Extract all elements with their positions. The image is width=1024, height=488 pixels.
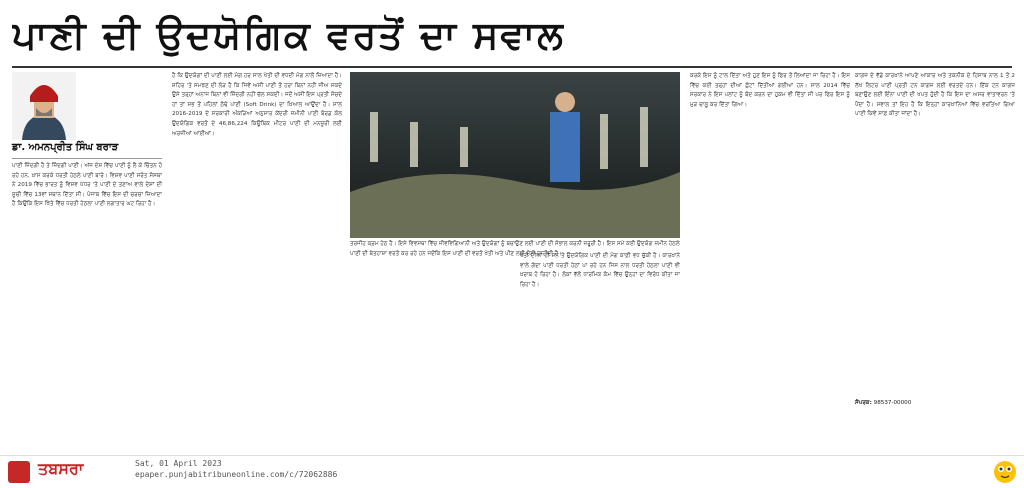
byline-rule (12, 158, 162, 159)
contact-phone: 98537-00000 (873, 400, 912, 406)
footer-brand: ਤਬਸਰਾ (38, 459, 84, 478)
article-column-2 (172, 72, 342, 142)
column-text: ਕਰਕੇ ਇਸ ਨੂੰ ਟਾਲ ਦਿੱਤਾ ਅਤੇ ਹੁਣ ਇਸ ਨੂੰ ਫਿਰ ਤੋਂ ਲਿਆਂਦਾ ਜਾ ਰਿਹਾ ਹੈ। ਇਸ ਵਿੱਚ ਕਈ ਤਰ੍ਹਾਂ ਦੀਆਂ ਛੋਟਾਂ ਦਿੱਤੀਆਂ ਗਈਆਂ ਹਨ। ਸਾਲ 2014 ਵਿੱਚ ਸਰਕਾਰ ਨੇ ਇਸ ਪਲਾਂਟ ਨੂੰ ਬੰਦ ਕਰਨ ਦਾ ਹੁਕਮ ਵੀ ਦਿੱਤਾ ਸੀ ਪਰ ਫਿਰ ਇਸ ਨੂੰ ਮੁੜ ਚਾਲੂ ਕਰ ਦਿੱਤਾ ਗਿਆ। (690, 73, 850, 108)
column-text: ਖੇਤੀ ਦੀਆਂ ਹੀ ਸਨ ਤੇ ਉਦਯੋਗਿਕ ਪਾਣੀ ਦੀ ਮੰਗ ਕਾਫ਼ੀ ਵਧ ਚੁੱਕੀ ਹੈ। ਕਾਰਖ਼ਾਨੇ ਵਾਲੇ ਗੰਦਾ ਪਾਣੀ ਧਰਤੀ ਹੇਠਾਂ ਪਾ ਰਹੇ ਹਨ ਜਿਸ ਨਾਲ ਧਰਤੀ ਹੇਠਲਾ ਪਾਣੀ ਵੀ ਖ਼ਰਾਬ ਹੋ ਰਿਹਾ ਹੈ। ਲੋਕਾਂ ਵੱਲੋਂ ਧਾਰਮਿਕ ਕੰਮ ਵਿੱਚ ਉਨ੍ਹਾਂ ਦਾ ਵਿਰੋਧ ਕੀਤਾ ਜਾ ਰਿਹਾ ਹੈ। (520, 253, 680, 288)
footer-url[interactable]: epaper.punjabitribuneonline.com/c/72062886 (135, 470, 338, 479)
contact-label: ਸੰਪਰਕ: (855, 400, 872, 406)
article-column-1 (12, 162, 162, 213)
main-photo (350, 72, 680, 238)
article-column-5 (855, 72, 1015, 123)
header-rule (12, 66, 1012, 68)
column-text: ਪਾਣੀ ਜ਼ਿੰਦਗੀ ਹੈ ਤੇ ਜ਼ਿੰਦਗੀ ਪਾਣੀ। ਅੱਜ ਦੇਸ਼ ਵਿੱਚ ਪਾਣੀ ਨੂੰ ਲੈ ਕੇ ਚਿੰਤਨ ਹੋ ਰਹੇ ਹਨ, ਖ਼ਾਸ ਕਰਕੇ ਧਰਤੀ ਹੇਠਲੇ ਪਾਣੀ ਬਾਰੇ। ਵਿਸ਼ਵ ਪਾਣੀ ਸਰੋਤ ਸੰਸਥਾ ਨੇ 2019 ਵਿੱਚ ਭਾਰਤ ਨੂੰ ਵਿਸ਼ਵ ਪੱਧਰ 'ਤੇ ਪਾਣੀ ਦੇ ਤਣਾਅ ਵਾਲੇ ਦੇਸ਼ਾਂ ਦੀ ਸੂਚੀ ਵਿੱਚ 13ਵਾਂ ਸਥਾਨ ਦਿੱਤਾ ਸੀ। ਪੰਜਾਬ ਵਿੱਚ ਇਸ ਦੀ ਚਰਚਾ ਜ਼ਿਆਦਾ ਹੈ ਕਿਉਂਕਿ ਇਸ ਖਿੱਤੇ ਵਿੱਚ ਧਰਤੀ ਹੇਠਲਾ ਪਾਣੀ ਲਗਾਤਾਰ ਘਟ ਰਿਹਾ ਹੈ। (12, 163, 162, 208)
mascot-icon (992, 458, 1018, 484)
footer-date: Sat, 01 April 2023 (135, 459, 222, 468)
byline: ਡਾ. ਅਮਨਪ੍ਰੀਤ ਸਿੰਘ ਬਰਾੜ (12, 142, 119, 153)
column-text: ਕਾਗਜ਼ ਦੇ ਵੱਡੇ ਕਾਰਖ਼ਾਨੇ ਆਪਣੇ ਆਕਾਰ ਅਤੇ ਤਕਨੀਕ ਦੇ ਹਿਸਾਬ ਨਾਲ 1 ਤੋਂ 2 ਲੱਖ ਲਿਟਰ ਪਾਣੀ ਪ੍ਰਤੀ ਟਨ ਕਾਗਜ਼ ਲਈ ਵਰਤਦੇ ਹਨ। ਇੱਕ ਟਨ ਕਾਗਜ਼ ਬਣਾਉਣ ਲਈ ਇੰਨਾ ਪਾਣੀ ਦੀ ਖਪਤ ਹੁੰਦੀ ਹੈ ਕਿ ਇਸ ਦਾ ਅਸਰ ਵਾਤਾਵਰਨ 'ਤੇ ਪੈਂਦਾ ਹੈ। ਸਵਾਲ ਤਾਂ ਇਹ ਹੈ ਕਿ ਇਨ੍ਹਾਂ ਕਾਰਖ਼ਾਨਿਆਂ ਵਿੱਚ ਵਰਤਿਆ ਗਿਆ ਪਾਣੀ ਕਿਵੇਂ ਸਾਫ਼ ਕੀਤਾ ਜਾਂਦਾ ਹੈ। (855, 73, 1015, 118)
contact-line (855, 400, 1015, 407)
article-column-3 (520, 252, 680, 293)
column-text: ਹੈ ਕਿ ਉਦਯੋਗਾਂ ਦੀ ਪਾਣੀ ਲਈ ਮੰਗ ਹਰ ਸਾਲ ਖੇਤੀ ਦੀ ਵਧਦੀ ਮੰਗ ਨਾਲੋਂ ਜ਼ਿਆਦਾ ਹੈ। ਸ਼ਹਿਰ 'ਤੇ ਸਮਝਣ ਦੀ ਲੋੜ ਹੈ ਕਿ ਜਿਵੇਂ ਅਸੀਂ ਪਾਣੀ ਤੋਂ ਹਰਾ ਬਿਨਾਂ ਨਹੀਂ ਜੀਅ ਸਕਦੇ ਉਸੇ ਤਰ੍ਹਾਂ ਅਨਾਜ ਬਿਨਾਂ ਵੀ ਜ਼ਿੰਦਗੀ ਨਹੀਂ ਚੱਲ ਸਕਦੀ। ਜਦੋਂ ਅਸੀਂ ਇਸ ਪ੍ਰਤੀ ਸੋਚਦੇ ਹਾਂ ਤਾਂ ਸਭ ਤੋਂ ਪਹਿਲਾਂ ਠੰਢੇ ਪਾਣੀ (Soft Drink) ਦਾ ਖ਼ਿਆਲ ਆਉਂਦਾ ਹੈ। ਸਾਲ 2016-2019 ਦੇ ਸਰਕਾਰੀ ਅੰਕੜਿਆਂ ਅਨੁਸਾਰ ਕੇਂਦਰੀ ਜ਼ਮੀਨੀ ਪਾਣੀ ਬੋਰਡ ਕੋਲ ਉਦਯੋਗਿਕ ਵਰਤੋਂ ਦੇ 46,86,224 ਕਿਊਬਿਕ ਮੀਟਰ ਪਾਣੀ ਦੀ ਮਨਜ਼ੂਰੀ ਲਈ ਅਰਜ਼ੀਆਂ ਆਈਆਂ। (172, 73, 342, 137)
author-photo (12, 72, 76, 140)
photo-caption: ਤਰਜੀਹ ਕ੍ਰਮ ਹੇਠ ਹੈ। ਇਸੇ ਵਿਵਸਥਾ ਵਿੱਚ ਜੀਵਵਿਗਿਆਨੀ ਅਤੇ ਉਦਯੋਗਾਂ ਨੂੰ ਬਚਾਉਣ ਲਈ ਪਾਣੀ ਦੀ ਸੰਭਾਲ ਕਰਨੀ ਜ਼ਰੂਰੀ ਹੈ। ਇਸ ਸਮੇਂ ਕਈ ਉਦਯੋਗ ਜ਼ਮੀਨ ਹੇਠਲੇ ਪਾਣੀ ਦੀ ਬੇਤਹਾਸ਼ਾ ਵਰਤੋਂ ਕਰ ਰਹੇ ਹਨ ਜਦੋਂਕਿ ਇਸ ਪਾਣੀ ਦੀ ਵਰਤੋਂ ਖੇਤੀ ਅਤੇ ਪੀਣ ਲਈ ਹੋਣੀ ਚਾਹੀਦੀ ਹੈ। (350, 241, 680, 257)
article-column-4 (690, 72, 850, 113)
headline: ਪਾਣੀ ਦੀ ਉਦਯੋਗਿਕ ਵਰਤੋਂ ਦਾ ਸਵਾਲ (12, 13, 565, 57)
brand-logo-icon (8, 461, 30, 483)
footer-bar (0, 455, 1024, 486)
